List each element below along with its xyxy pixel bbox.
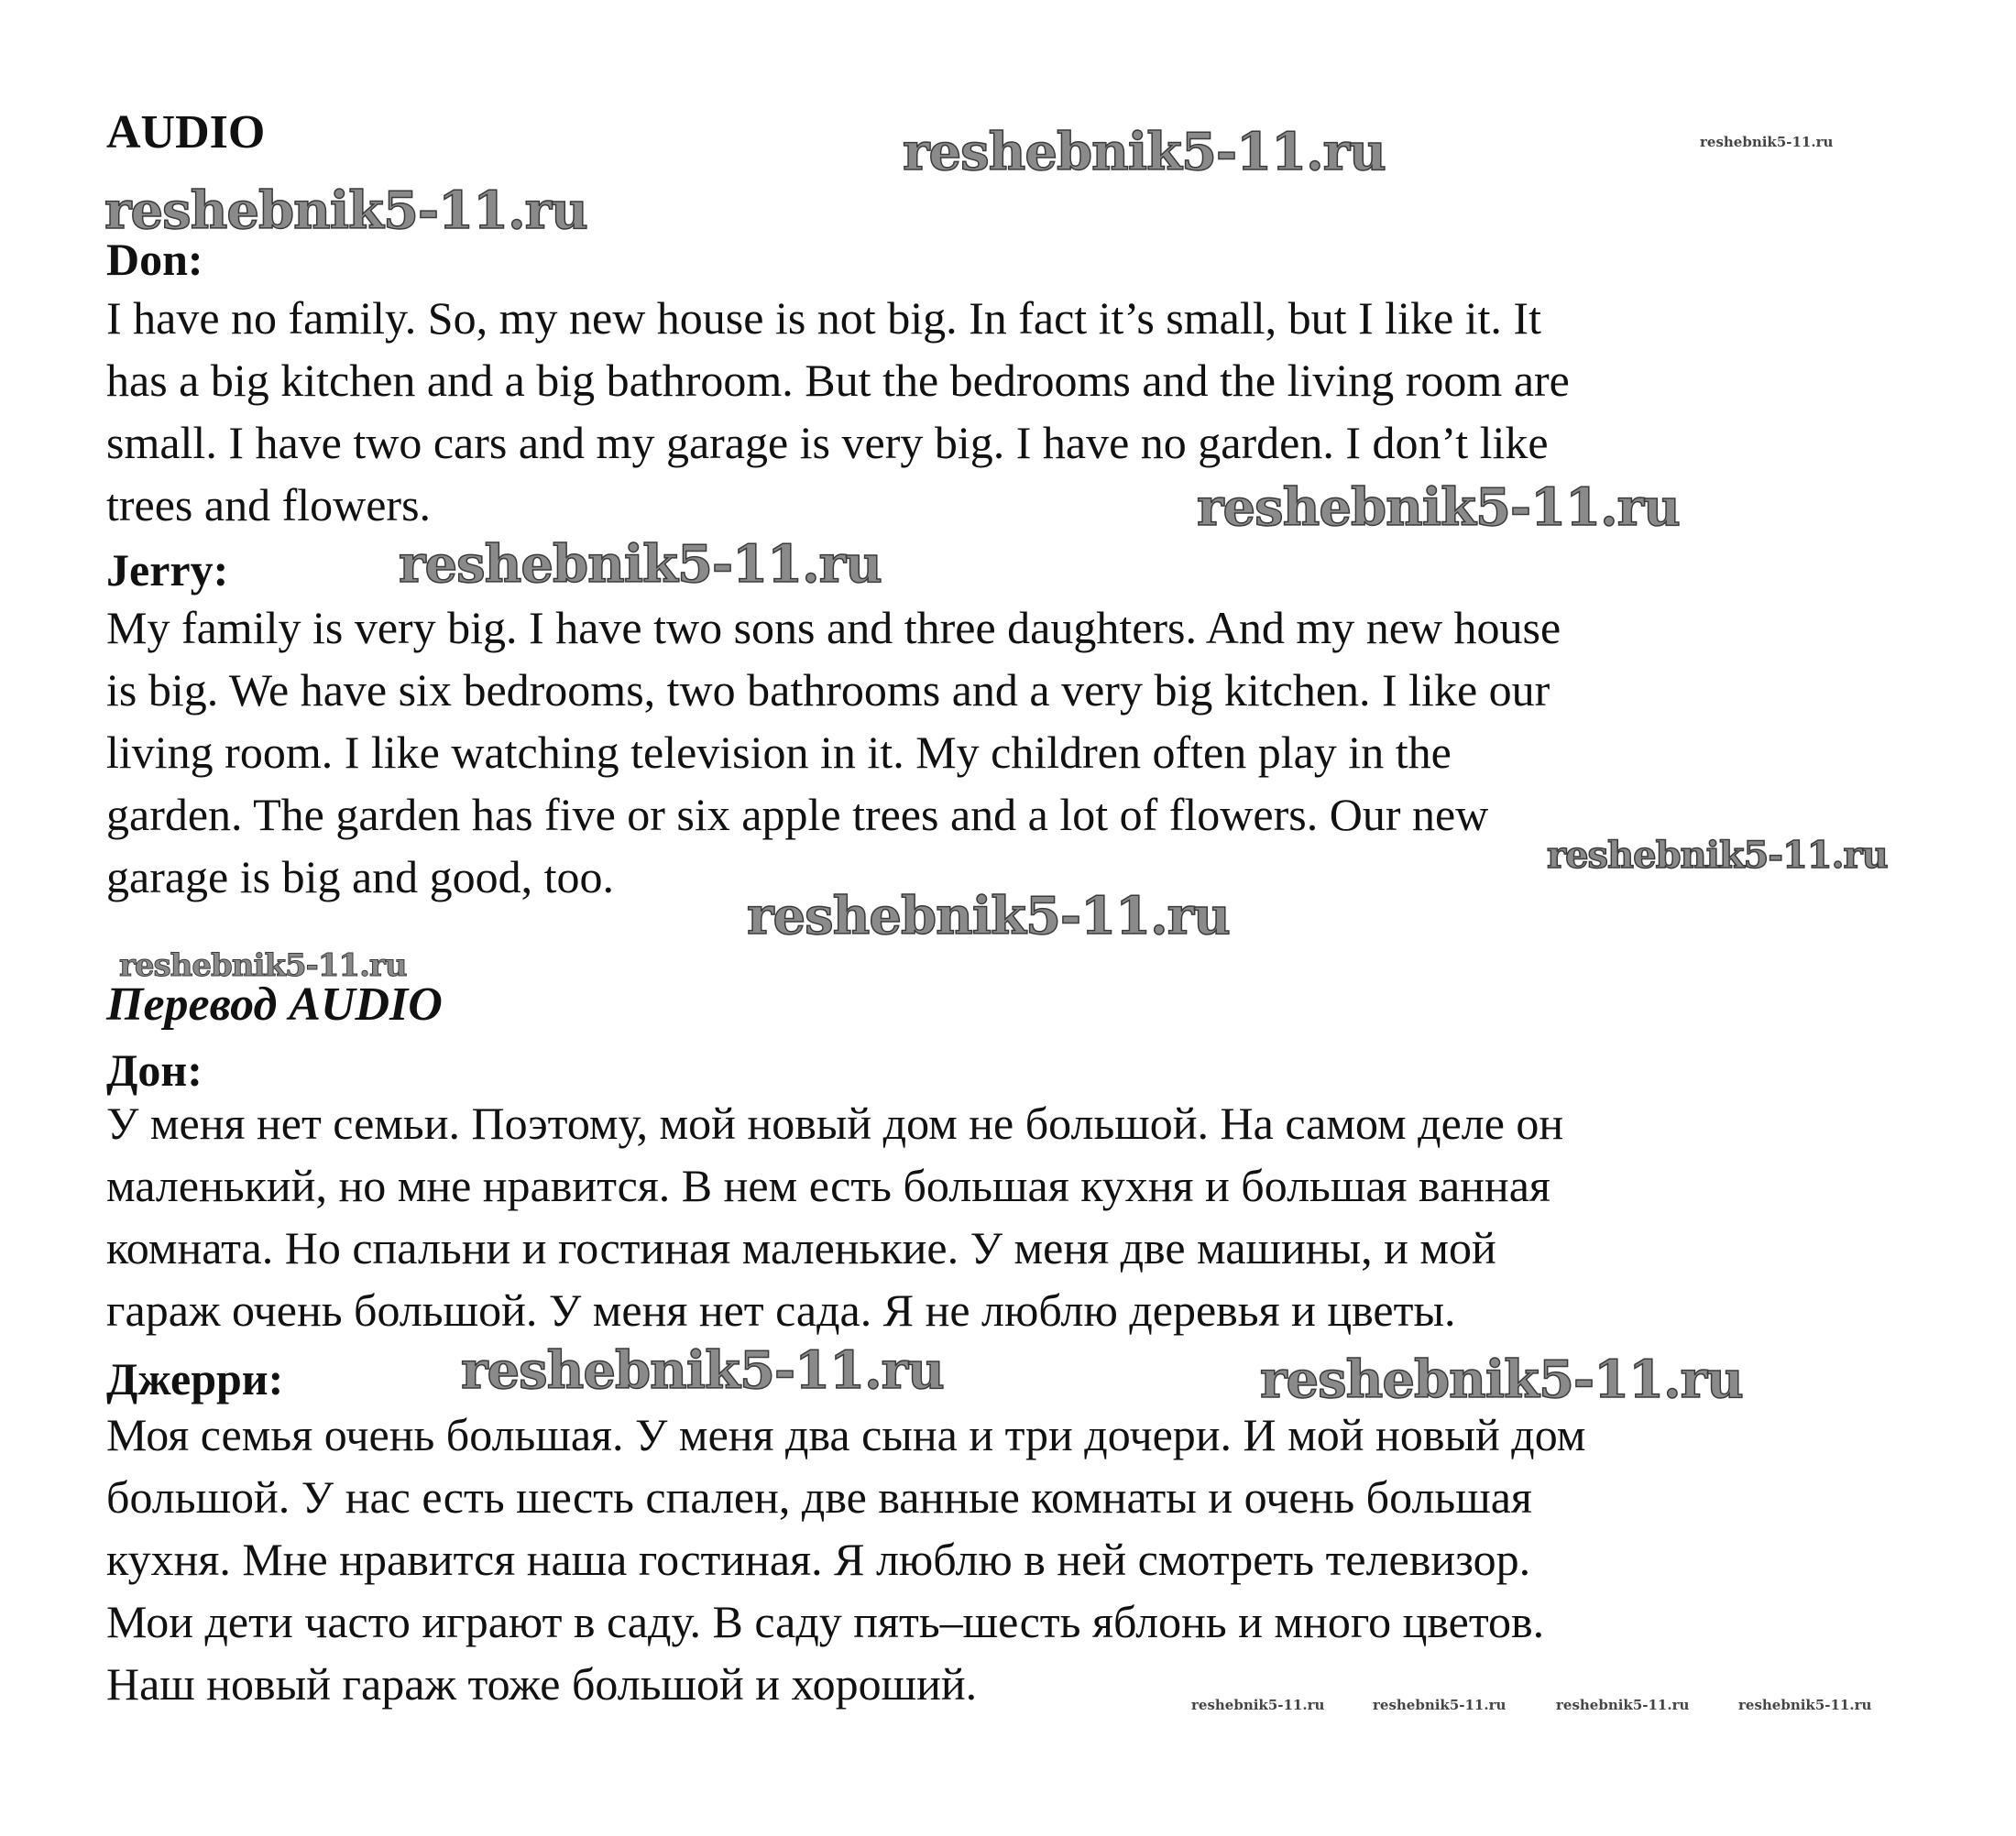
text-line: has a big kitchen and a big bathroom. But the bedrooms and the living room are xyxy=(106,355,1570,406)
watermark: reshebnik5-11.ru xyxy=(1191,1697,1325,1713)
don-text-ru xyxy=(106,1092,1902,1341)
watermark: reshebnik5-11.ru xyxy=(1197,477,1680,538)
speaker-don: Don: xyxy=(106,234,203,285)
text-line: гараж очень большой. У меня нет сада. Я не люблю деревья и цветы. xyxy=(106,1284,1456,1336)
text-line: Моя семья очень большая. У меня два сына и три дочери. И мой новый дом xyxy=(106,1409,1586,1460)
text-line: garage is big and good, too. xyxy=(106,851,615,902)
text-line: My family is very big. I have two sons and three daughters. And my new house xyxy=(106,602,1561,653)
text-line: garden. The garden has five or six apple trees and a lot of flowers. Our new xyxy=(106,789,1489,840)
text-line: small. I have two cars and my garage is very big. I have no garden. I don’t like xyxy=(106,417,1549,468)
watermark: reshebnik5-11.ru xyxy=(903,122,1386,182)
text-line: большой. У нас есть шесть спален, две ванные комнаты и очень большая xyxy=(106,1471,1532,1523)
text-line: trees and flowers. xyxy=(106,479,432,530)
text-line: кухня. Мне нравится наша гостиная. Я люблю в ней смотреть телевизор. xyxy=(106,1534,1531,1585)
text-line: Мои дети часто играют в саду. В саду пять–шесть яблонь и много цветов. xyxy=(106,1596,1545,1647)
text-line: living room. I like watching television in it. My children often play in the xyxy=(106,727,1452,778)
watermark: reshebnik5-11.ru xyxy=(1547,834,1888,877)
audio-title: AUDIO xyxy=(106,106,266,158)
watermark: reshebnik5-11.ru xyxy=(1700,134,1834,150)
watermark: reshebnik5-11.ru xyxy=(461,1340,944,1401)
translation-title: Перевод AUDIO xyxy=(106,978,443,1031)
speaker-don-ru: Дон: xyxy=(106,1044,203,1096)
watermark: reshebnik5-11.ru xyxy=(399,534,882,595)
watermark: reshebnik5-11.ru xyxy=(1373,1697,1507,1713)
speaker-jerry: Jerry: xyxy=(106,544,229,596)
text-line: маленький, но мне нравится. В нем есть большая кухня и большая ванная xyxy=(106,1160,1550,1211)
watermark: reshebnik5-11.ru xyxy=(1556,1697,1690,1713)
speaker-jerry-ru: Джерри: xyxy=(106,1353,284,1404)
watermark: reshebnik5-11.ru xyxy=(1738,1697,1872,1713)
text-line: У меня нет семьи. Поэтому, мой новый дом не большой. На самом деле он xyxy=(106,1098,1564,1149)
text-line: I have no family. So, my new house is not big. In fact it’s small, but I like it. It xyxy=(106,292,1541,344)
watermark: reshebnik5-11.ru xyxy=(104,180,587,241)
jerry-text-ru xyxy=(106,1404,1902,1715)
watermark: reshebnik5-11.ru xyxy=(747,886,1230,946)
text-line: is big. We have six bedrooms, two bathrooms and a very big kitchen. I like our xyxy=(106,664,1550,716)
watermark: reshebnik5-11.ru xyxy=(1260,1350,1743,1410)
text-line: комната. Но спальни и гостиная маленькие. У меня две машины, и мой xyxy=(106,1222,1496,1273)
text-line: Наш новый гараж тоже большой и хороший. xyxy=(106,1658,978,1710)
watermark: reshebnik5-11.ru xyxy=(119,947,407,984)
